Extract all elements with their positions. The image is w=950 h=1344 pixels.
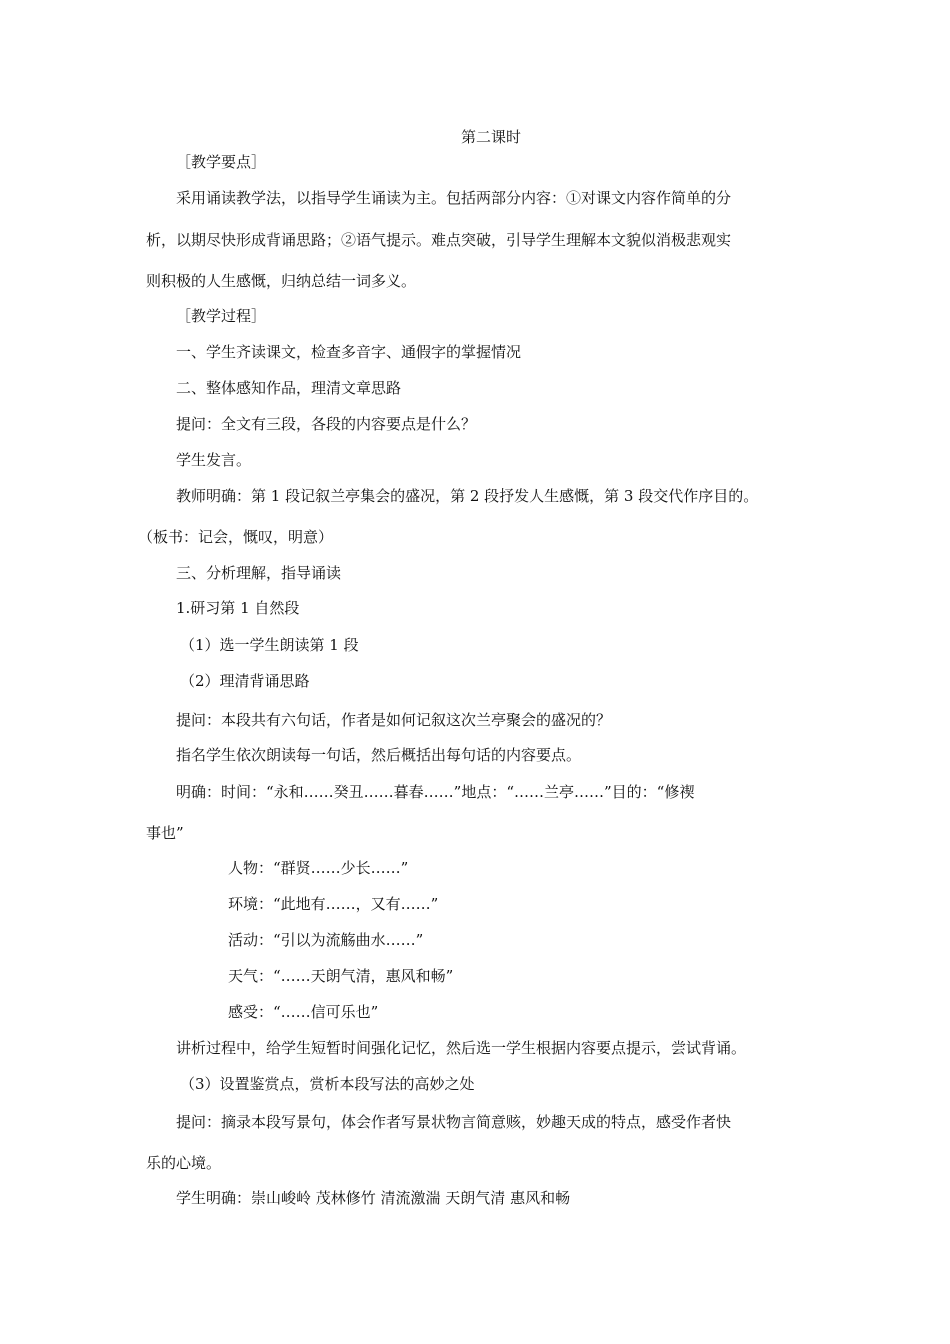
board-note: （板书：记会，慨叹，明意） — [138, 528, 334, 546]
question-three-line-1: 提问：摘录本段写景句，体会作者写景状物言简意赅，妙趣天成的特点，感受作者快 — [176, 1113, 732, 1131]
teaching-points-text-line-3: 则积极的人生感慨，归纳总结一词多义。 — [146, 272, 417, 290]
clarify-line-1: 明确：时间：“永和……癸丑……暮春……”地点：“……兰亭……”目的：“修禊 — [176, 783, 695, 801]
question-three-line-2: 乐的心境。 — [146, 1154, 222, 1172]
teacher-clarify: 教师明确：第 1 段记叙兰亭集会的盛况，第 2 段抒发人生感慨，第 3 段交代作序目的。 — [176, 487, 759, 505]
step-two: 二、整体感知作品，理清文章思路 — [176, 379, 402, 397]
clarify-feeling: 感受：“……信可乐也” — [228, 1003, 379, 1021]
question-two: 提问：本段共有六句话，作者是如何记叙这次兰亭聚会的盛况的？ — [176, 711, 612, 729]
clarify-line-2: 事也” — [146, 824, 184, 842]
teaching-points-text-line-2: 析，以期尽快形成背诵思路；②语气提示。难点突破，引导学生理解本文貌似消极悲观实 — [146, 231, 732, 249]
clarify-weather: 天气：“……天朗气清，惠风和畅” — [228, 967, 454, 985]
clarify-environment: 环境：“此地有……，又有……” — [228, 895, 439, 913]
step-one: 一、学生齐读课文，检查多音字、通假字的掌握情况 — [176, 343, 522, 361]
instruction: 指名学生依次朗读每一句话，然后概括出每句话的内容要点。 — [176, 746, 582, 764]
subsection-one-item-2: （2）理清背诵思路 — [180, 672, 310, 690]
subsection-one-item-1: （1）选一学生朗读第 1 段 — [180, 636, 359, 654]
clarify-activity: 活动：“引以为流觞曲水……” — [228, 931, 424, 949]
subsection-one: 1.研习第 1 自然段 — [176, 599, 300, 617]
step-three: 三、分析理解，指导诵读 — [176, 564, 342, 582]
subsection-one-item-3: （3）设置鉴赏点，赏析本段写法的高妙之处 — [180, 1075, 475, 1093]
explain-paragraph: 讲析过程中，给学生短暂时间强化记忆，然后选一学生根据内容要点提示，尝试背诵。 — [176, 1039, 747, 1057]
question-one: 提问：全文有三段，各段的内容要点是什么？ — [176, 415, 477, 433]
clarify-people: 人物：“群贤……少长……” — [228, 859, 409, 877]
teaching-points-heading: ［教学要点］ — [176, 153, 267, 171]
teaching-process-heading: ［教学过程］ — [176, 307, 267, 325]
page-title: 第二课时 — [460, 128, 521, 146]
student-clarify: 学生明确：崇山峻岭 茂林修竹 清流激湍 天朗气清 惠风和畅 — [176, 1189, 571, 1207]
student-speak: 学生发言。 — [176, 451, 252, 469]
teaching-points-text-line-1: 采用诵读教学法，以指导学生诵读为主。包括两部分内容：①对课文内容作简单的分 — [176, 189, 732, 207]
